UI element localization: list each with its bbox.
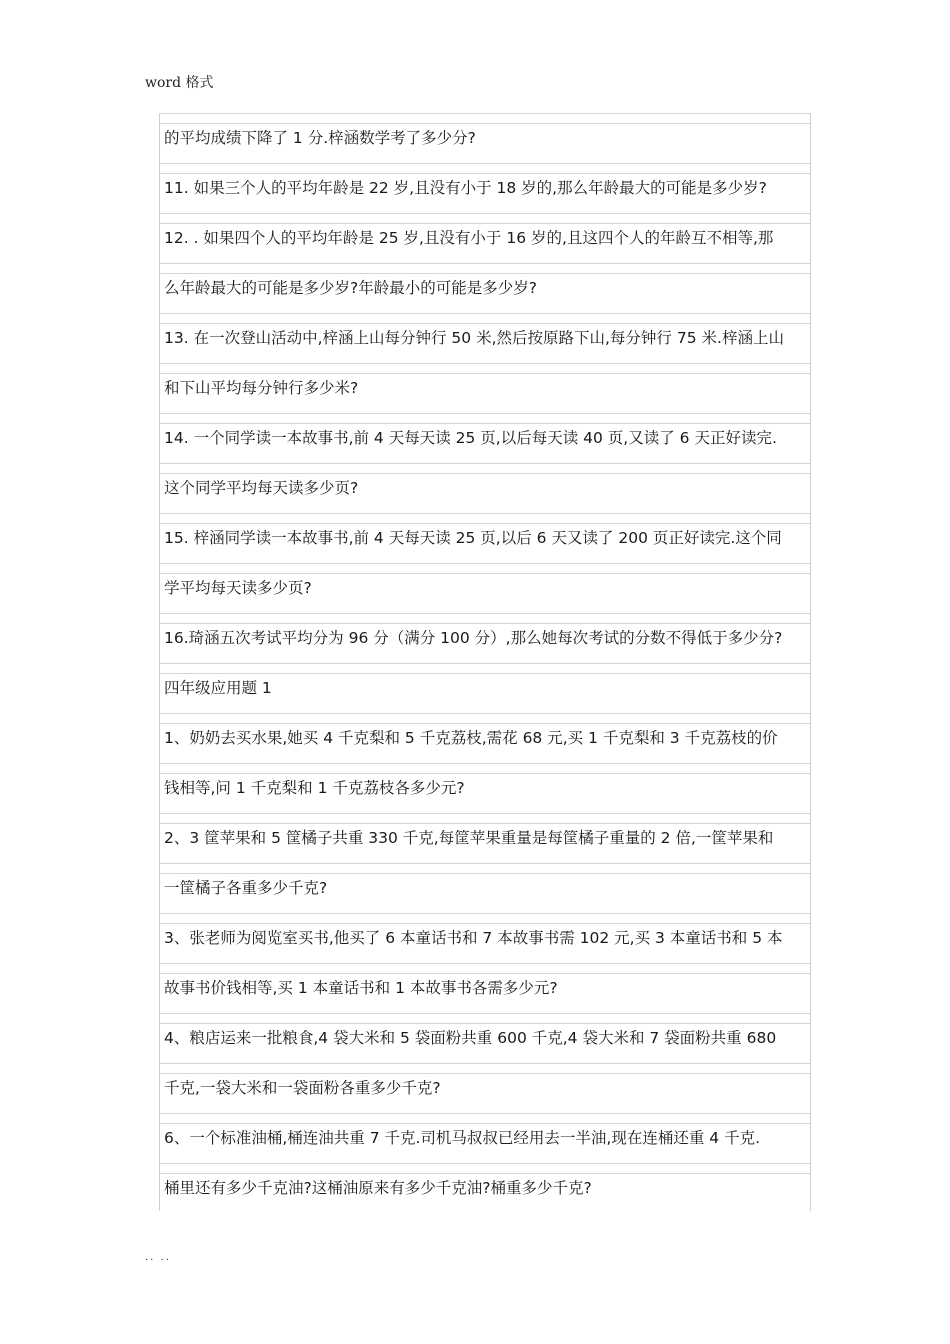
row-divider bbox=[160, 413, 810, 424]
text-line bbox=[160, 663, 810, 713]
text-line bbox=[160, 1113, 810, 1163]
line-text: 故事书价钱相等,买 1 本童话书和 1 本故事书各需多少元? bbox=[164, 979, 558, 997]
row-divider bbox=[160, 113, 810, 124]
text-line bbox=[160, 213, 810, 263]
row-divider bbox=[160, 963, 810, 974]
line-text: 6、一个标准油桶,桶连油共重 7 千克.司机马叔叔已经用去一半油,现在连桶还重 4 千克. bbox=[164, 1129, 761, 1147]
line-text: 桶里还有多少千克油?这桶油原来有多少千克油?桶重多少千克? bbox=[164, 1179, 592, 1197]
text-line bbox=[160, 963, 810, 1013]
row-divider bbox=[160, 163, 810, 174]
row-divider bbox=[160, 563, 810, 574]
line-text: 这个同学平均每天读多少页? bbox=[164, 479, 359, 497]
text-line bbox=[160, 863, 810, 913]
text-line bbox=[160, 1163, 810, 1213]
row-divider bbox=[160, 463, 810, 474]
row-divider bbox=[160, 1063, 810, 1074]
text-line bbox=[160, 413, 810, 463]
line-text: 15. 梓涵同学读一本故事书,前 4 天每天读 25 页,以后 6 天又读了 200 页正好读完.这个同 bbox=[164, 529, 782, 547]
text-line bbox=[160, 913, 810, 963]
line-text: 学平均每天读多少页? bbox=[164, 579, 312, 597]
line-text: 的平均成绩下降了 1 分.梓涵数学考了多少分? bbox=[164, 129, 476, 147]
row-divider bbox=[160, 213, 810, 224]
text-line bbox=[160, 563, 810, 613]
text-line bbox=[160, 363, 810, 413]
line-text: 11. 如果三个人的平均年龄是 22 岁,且没有小于 18 岁的,那么年龄最大的可能是多少岁? bbox=[164, 179, 767, 197]
text-line bbox=[160, 263, 810, 313]
row-divider bbox=[160, 1013, 810, 1024]
section-heading: 四年级应用题 1 bbox=[164, 679, 272, 697]
line-text: 一筐橘子各重多少千克? bbox=[164, 879, 328, 897]
line-text: 千克,一袋大米和一袋面粉各重多少千克? bbox=[164, 1079, 441, 1097]
row-divider bbox=[160, 513, 810, 524]
line-text: 16.琦涵五次考试平均分为 96 分（满分 100 分）,那么她每次考试的分数不得低于多少分? bbox=[164, 629, 783, 647]
row-divider bbox=[160, 363, 810, 374]
text-line bbox=[160, 313, 810, 363]
row-divider bbox=[160, 813, 810, 824]
line-text: 3、张老师为阅览室买书,他买了 6 本童话书和 7 本故事书需 102 元,买 3 本童话书和 5 本 bbox=[164, 929, 783, 947]
row-divider bbox=[160, 263, 810, 274]
page-footer: .. .. bbox=[145, 1252, 171, 1263]
text-line bbox=[160, 1063, 810, 1113]
text-line bbox=[160, 763, 810, 813]
line-text: 和下山平均每分钟行多少米? bbox=[164, 379, 359, 397]
row-divider bbox=[160, 1163, 810, 1174]
line-text: 13. 在一次登山活动中,梓涵上山每分钟行 50 米,然后按原路下山,每分钟行 75 米.梓涵上山 bbox=[164, 329, 784, 347]
row-divider bbox=[160, 913, 810, 924]
line-text: 1、奶奶去买水果,她买 4 千克梨和 5 千克荔枝,需花 68 元,买 1 千克梨和 3 千克荔枝的价 bbox=[164, 729, 778, 747]
page-header: word 格式 bbox=[145, 75, 214, 91]
line-text: 钱相等,问 1 千克梨和 1 千克荔枝各多少元? bbox=[164, 779, 465, 797]
row-divider bbox=[160, 713, 810, 724]
row-divider bbox=[160, 1113, 810, 1124]
text-line bbox=[160, 113, 810, 163]
line-text: 4、粮店运来一批粮食,4 袋大米和 5 袋面粉共重 600 千克,4 袋大米和 7 袋面粉共重 680 bbox=[164, 1029, 777, 1047]
row-divider bbox=[160, 313, 810, 324]
text-line bbox=[160, 163, 810, 213]
text-line bbox=[160, 513, 810, 563]
document-body bbox=[159, 113, 811, 1211]
row-divider bbox=[160, 663, 810, 674]
line-text: 么年龄最大的可能是多少岁?年龄最小的可能是多少岁? bbox=[164, 279, 537, 297]
line-text: 12. . 如果四个人的平均年龄是 25 岁,且没有小于 16 岁的,且这四个人的年龄互不相等,那 bbox=[164, 229, 774, 247]
line-text: 14. 一个同学读一本故事书,前 4 天每天读 25 页,以后每天读 40 页,又读了 6 天正好读完. bbox=[164, 429, 777, 447]
text-line bbox=[160, 813, 810, 863]
line-text: 2、3 筐苹果和 5 筐橘子共重 330 千克,每筐苹果重量是每筐橘子重量的 2 倍,一筐苹果和 bbox=[164, 829, 774, 847]
row-divider bbox=[160, 613, 810, 624]
row-divider bbox=[160, 863, 810, 874]
text-line bbox=[160, 1013, 810, 1063]
text-line bbox=[160, 713, 810, 763]
row-divider bbox=[160, 763, 810, 774]
text-line bbox=[160, 463, 810, 513]
text-line bbox=[160, 613, 810, 663]
